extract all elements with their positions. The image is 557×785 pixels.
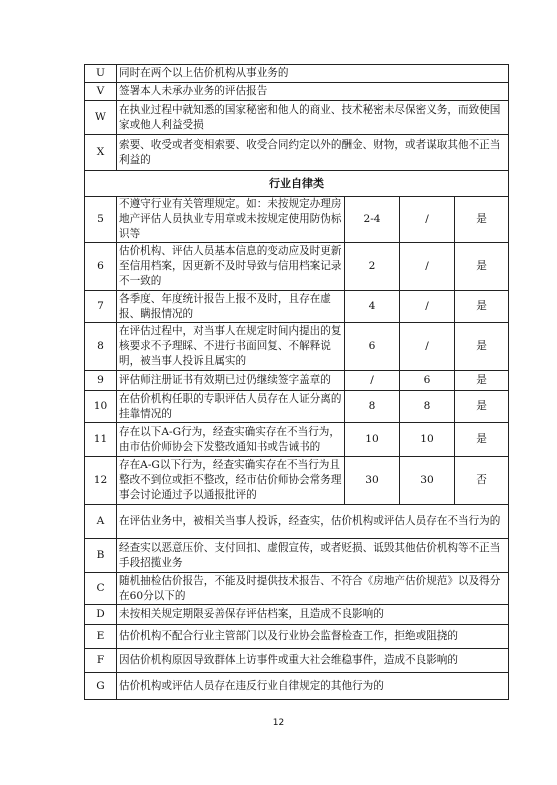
score-cell: / <box>400 243 455 291</box>
table-row <box>85 573 509 605</box>
flag-cell: 是 <box>455 423 509 457</box>
table-row <box>85 291 509 323</box>
table-row <box>85 505 509 539</box>
score-cell: 10 <box>345 423 400 457</box>
table-row <box>85 391 509 423</box>
row-code: 9 <box>85 371 117 391</box>
score-cell: 30 <box>345 457 400 505</box>
row-text: 估价机构不配合行业主管部门以及行业协会监督检查工作，拒绝或阻挠的 <box>117 625 509 649</box>
row-code: 5 <box>85 197 117 243</box>
score-cell: / <box>345 371 400 391</box>
table-row <box>85 625 509 649</box>
row-text: 在执业过程中就知悉的国家秘密和他人的商业、技术秘密未尽保密义务，而致使国家或他人利益受损 <box>117 101 509 135</box>
row-text: 在评估业务中，被相关当事人投诉，经查实，估价机构或评估人员存在不当行为的 <box>117 505 509 539</box>
row-code: X <box>85 135 117 171</box>
table-row <box>85 371 509 391</box>
flag-cell: 是 <box>455 197 509 243</box>
score-cell: 2-4 <box>345 197 400 243</box>
row-code: G <box>85 673 117 700</box>
row-code: W <box>85 101 117 135</box>
score-cell: 6 <box>400 371 455 391</box>
row-text: 随机抽检估价报告，不能及时提供技术报告、不符合《房地产估价规范》以及得分在60分以下的 <box>117 573 509 605</box>
row-text: 未按相关规定期限妥善保存评估档案，且造成不良影响的 <box>117 605 509 625</box>
row-text: 估价机构或评估人员存在违反行业自律规定的其他行为的 <box>117 673 509 700</box>
row-text: 存在A-G以下行为，经查实确实存在不当行为且整改不到位或拒不整改，经市估价师协会常务理事会讨论通过予以通报批评的 <box>117 457 345 505</box>
table-row <box>85 135 509 171</box>
score-cell: 8 <box>345 391 400 423</box>
flag-cell: 是 <box>455 371 509 391</box>
score-cell: 2 <box>345 243 400 291</box>
table-row <box>85 243 509 291</box>
row-text: 索要、收受或者变相索要、收受合同约定以外的酬金、财物，或者谋取其他不正当利益的 <box>117 135 509 171</box>
row-text: 存在以下A-G行为，经查实确实存在不当行为，由市估价师协会下发整改通知书或告诫书的 <box>117 423 345 457</box>
row-code: 10 <box>85 391 117 423</box>
score-cell: 10 <box>400 423 455 457</box>
score-cell: 30 <box>400 457 455 505</box>
row-code: V <box>85 83 117 101</box>
row-text: 在评估过程中，对当事人在规定时间内提出的复核要求不予理睬、不进行书面回复、不解释说明，被当事人投诉且属实的 <box>117 323 345 371</box>
row-text: 在估价机构任职的专职评估人员存在人证分离的挂靠情况的 <box>117 391 345 423</box>
section-row <box>85 171 509 197</box>
row-code: 7 <box>85 291 117 323</box>
row-text: 不遵守行业有关管理规定。如：未按规定办理房地产评估人员执业专用章或未按规定使用防伪标识等 <box>117 197 345 243</box>
regulation-table <box>84 64 509 700</box>
table-row <box>85 539 509 573</box>
score-cell: 4 <box>345 291 400 323</box>
table-row <box>85 197 509 243</box>
flag-cell: 否 <box>455 457 509 505</box>
table-row <box>85 605 509 625</box>
score-cell: 8 <box>400 391 455 423</box>
row-code: 6 <box>85 243 117 291</box>
table-row <box>85 649 509 673</box>
row-code: D <box>85 605 117 625</box>
score-cell: 6 <box>345 323 400 371</box>
section-title: 行业自律类 <box>85 171 509 197</box>
row-text: 评估师注册证书有效期已过仍继续签字盖章的 <box>117 371 345 391</box>
score-cell: / <box>400 323 455 371</box>
row-code: E <box>85 625 117 649</box>
row-code: 11 <box>85 423 117 457</box>
row-code: B <box>85 539 117 573</box>
row-text: 同时在两个以上估价机构从事业务的 <box>117 65 509 83</box>
row-code: F <box>85 649 117 673</box>
row-text: 签署本人未承办业务的评估报告 <box>117 83 509 101</box>
flag-cell: 是 <box>455 291 509 323</box>
row-text: 因估价机构原因导致群体上访事件或重大社会维稳事件，造成不良影响的 <box>117 649 509 673</box>
row-code: A <box>85 505 117 539</box>
row-code: 12 <box>85 457 117 505</box>
table-row <box>85 101 509 135</box>
table-row <box>85 673 509 700</box>
row-text: 经查实以恶意压价、支付回扣、虚假宣传，或者贬损、诋毁其他估价机构等不正当手段招揽业务 <box>117 539 509 573</box>
flag-cell: 是 <box>455 323 509 371</box>
row-code: C <box>85 573 117 605</box>
table-row <box>85 423 509 457</box>
table-row <box>85 323 509 371</box>
flag-cell: 是 <box>455 243 509 291</box>
row-text: 各季度、年度统计报告上报不及时，且存在虚报、瞒报情况的 <box>117 291 345 323</box>
page-number: 12 <box>272 718 285 728</box>
row-code: 8 <box>85 323 117 371</box>
score-cell: / <box>400 291 455 323</box>
flag-cell: 是 <box>455 391 509 423</box>
table-row <box>85 457 509 505</box>
row-code: U <box>85 65 117 83</box>
table-row <box>85 65 509 83</box>
score-cell: / <box>400 197 455 243</box>
table-row <box>85 83 509 101</box>
row-text: 估价机构、评估人员基本信息的变动应及时更新至信用档案，因更新不及时导致与信用档案记录不一致的 <box>117 243 345 291</box>
